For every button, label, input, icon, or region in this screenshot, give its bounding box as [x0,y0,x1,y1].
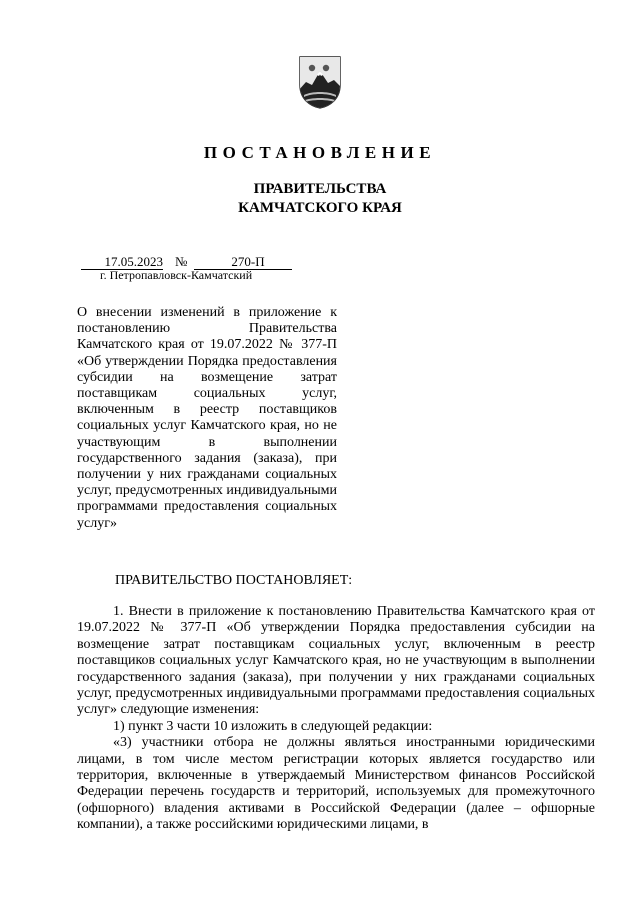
number-sign: № [175,254,188,269]
decree-heading: ПРАВИТЕЛЬСТВО ПОСТАНОВЛЯЕТ: [115,573,353,588]
document-type-title: ПОСТАНОВЛЕНИЕ [203,143,437,162]
document-date: 17.05.2023 [81,254,163,270]
document-number: 270-П [194,254,292,270]
issuer-line-1: ПРАВИТЕЛЬСТВА [253,181,387,197]
body-paragraph-1: 1. Внести в приложение к постановлению Правительства Камчатского края от 19.07.2022 № 377-П «Об утверждении Порядка предоставления субсидии на возмещение затрат поставщикам социальных услуг, включенным в реестр поставщиков социальных услуг Камчатского края, но не участвующим в выполнении государственного задания (заказа), при получении у них гражданами социальных услуг, предусмотренных индивидуальными программами предоставления социальных услуг» следующие изменения: [77,604,595,718]
issue-place: г. Петропавловск-Камчатский [100,268,253,282]
issuer-line-2: КАМЧАТСКОГО КРАЯ [238,200,402,216]
issuer-block [0,180,640,218]
body-paragraph-3: «3) участники отбора не должны являться иностранными юридическими лицами, в том числе местом регистрации которых является государство или территория, включенные в утверждаемый Министерством финансов Российской Федерации перечень государств и территорий, используемых для промежуточного (офшорного) владения активами в Российской Федерации (далее – офшорные компании), а также российскими юридическими лицами, в [77,735,595,833]
document-body [77,604,595,834]
coat-of-arms-emblem [298,55,342,109]
body-paragraph-2: 1) пункт 3 части 10 изложить в следующей редакции: [113,718,433,734]
document-subject: О внесении изменений в приложение к постановлению Правительства Камчатского края от 19.07.2022 № 377-П «Об утверждении Порядка предоставления субсидии на возмещение затрат поставщикам социальных услуг, включенным в реестр поставщиков социальных услуг Камчатского края, но не участвующим в выполнении государственного задания (заказа), при получении у них гражданами социальных услуг, предусмотренных индивидуальными программами предоставления социальных услуг» [77,305,337,531]
